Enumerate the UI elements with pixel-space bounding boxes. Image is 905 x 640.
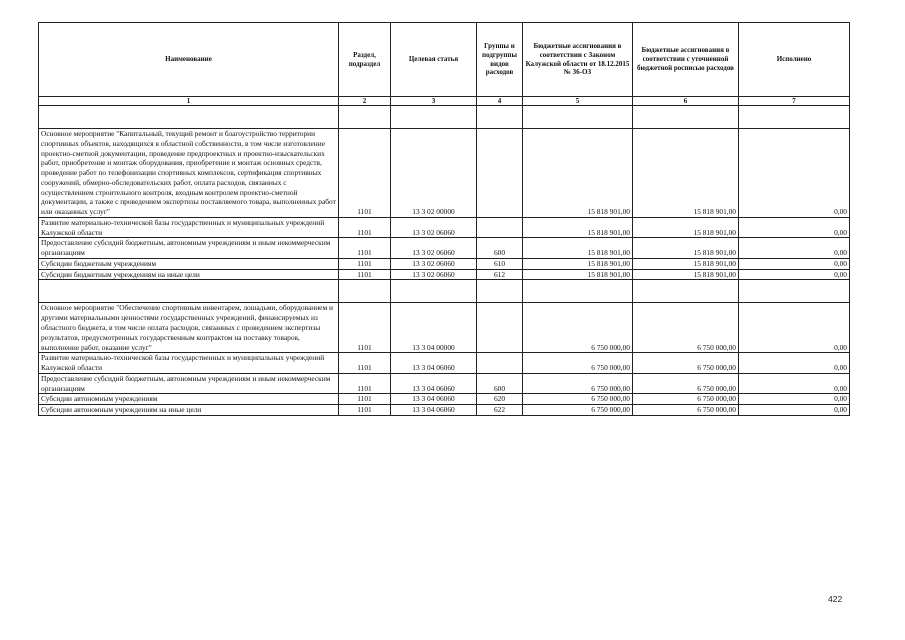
row-target: 13 3 04 06060	[391, 373, 477, 394]
page-number: 422	[828, 594, 843, 604]
row-group: 600	[477, 238, 523, 259]
row-name: Предоставление субсидий бюджетным, автономным учреждениям и иным некоммерческим организациям	[39, 238, 339, 259]
row-executed: 0,00	[739, 217, 850, 238]
row-section: 1101	[339, 394, 391, 405]
row-refined-amount: 6 750 000,00	[633, 353, 739, 374]
column-number: 6	[633, 97, 739, 106]
row-section: 1101	[339, 269, 391, 280]
row-group	[477, 303, 523, 353]
header-target: Целевая статья	[391, 23, 477, 97]
row-section: 1101	[339, 373, 391, 394]
row-law-amount: 6 750 000,00	[523, 405, 633, 416]
row-law-amount: 15 818 901,00	[523, 258, 633, 269]
row-executed: 0,00	[739, 405, 850, 416]
row-executed: 0,00	[739, 353, 850, 374]
column-number: 5	[523, 97, 633, 106]
row-refined-amount: 15 818 901,00	[633, 217, 739, 238]
row-group: 600	[477, 373, 523, 394]
table-row	[39, 129, 850, 218]
header-executed: Исполнено	[739, 23, 850, 97]
row-law-amount: 6 750 000,00	[523, 394, 633, 405]
spacer-row	[39, 280, 850, 303]
header-name: Наименование	[39, 23, 339, 97]
row-target: 13 3 04 06060	[391, 394, 477, 405]
column-number: 3	[391, 97, 477, 106]
row-section: 1101	[339, 238, 391, 259]
row-refined-amount: 15 818 901,00	[633, 258, 739, 269]
row-refined-amount: 6 750 000,00	[633, 373, 739, 394]
row-law-amount: 15 818 901,00	[523, 238, 633, 259]
row-executed: 0,00	[739, 269, 850, 280]
row-law-amount: 15 818 901,00	[523, 269, 633, 280]
row-group: 610	[477, 258, 523, 269]
row-target: 13 3 02 06060	[391, 238, 477, 259]
table-row	[39, 405, 850, 416]
row-refined-amount: 15 818 901,00	[633, 129, 739, 218]
row-executed: 0,00	[739, 238, 850, 259]
column-number-row	[39, 97, 850, 106]
row-name: Субсидии автономным учреждениям на иные цели	[39, 405, 339, 416]
row-name: Основное мероприятие "Обеспечение спортивным инвентарем, лошадьми, оборудованием и другими материальными ценностями государственных учреждений, финансируемых из областного бюджета, в том числе оплата расходов, связанных с проведением экспертизы результатов, предусмотренных государственным контрактом на поставку товаров, выполнение работ, оказание услуг"	[39, 303, 339, 353]
row-name: Развитие материально-технической базы государственных и муниципальных учреждений Калужской области	[39, 217, 339, 238]
column-number: 2	[339, 97, 391, 106]
spacer-row	[39, 106, 850, 129]
row-law-amount: 15 818 901,00	[523, 217, 633, 238]
column-number: 4	[477, 97, 523, 106]
table-row	[39, 353, 850, 374]
column-number: 7	[739, 97, 850, 106]
row-name: Предоставление субсидий бюджетным, автономным учреждениям и иным некоммерческим организациям	[39, 373, 339, 394]
row-name: Субсидии бюджетным учреждениям	[39, 258, 339, 269]
row-law-amount: 6 750 000,00	[523, 373, 633, 394]
row-refined-amount: 6 750 000,00	[633, 303, 739, 353]
row-target: 13 3 02 06060	[391, 217, 477, 238]
table-row	[39, 373, 850, 394]
header-group: Группы и подгруппы видов расходов	[477, 23, 523, 97]
row-name: Развитие материально-технической базы государственных и муниципальных учреждений Калужской области	[39, 353, 339, 374]
row-target: 13 3 02 00000	[391, 129, 477, 218]
row-section: 1101	[339, 129, 391, 218]
row-law-amount: 15 818 901,00	[523, 129, 633, 218]
row-section: 1101	[339, 258, 391, 269]
header-refined-amount: Бюджетные ассигнования в соответствии с уточненной бюджетной росписью расходов	[633, 23, 739, 97]
row-group: 612	[477, 269, 523, 280]
table-header-row	[39, 23, 850, 97]
table-row	[39, 394, 850, 405]
row-refined-amount: 15 818 901,00	[633, 238, 739, 259]
row-law-amount: 6 750 000,00	[523, 353, 633, 374]
row-section: 1101	[339, 217, 391, 238]
header-law-amount: Бюджетные ассигнования в соответствии с Законом Калужской области от 18.12.2015 № 36-ОЗ	[523, 23, 633, 97]
row-section: 1101	[339, 303, 391, 353]
row-executed: 0,00	[739, 394, 850, 405]
row-target: 13 3 02 06060	[391, 258, 477, 269]
header-section: Раздел, подраздел	[339, 23, 391, 97]
row-target: 13 3 04 06060	[391, 353, 477, 374]
row-target: 13 3 04 06060	[391, 405, 477, 416]
row-executed: 0,00	[739, 258, 850, 269]
row-name: Основное мероприятие "Капитальный, текущий ремонт и благоустройство территории спортивных объектов, находящихся в областной собственности, в том числе изготовление проектно-сметной документации, проведение предпроектных и проектно-изыскательских работ, приобретение и монтаж оборудования, приобретение и монтаж основных средств, проведение работ по телефонизации спортивных комплексов, сертификация спортивных сооружений, обмерно-обследовательских работ, оплата расходов, связанных с осуществлением строительного контроля, входным контролем проектно-сметной документации, а также с проведением экспертизы поставляемого товара, выполненных работ или оказанных услуг"	[39, 129, 339, 218]
table-row	[39, 258, 850, 269]
row-refined-amount: 6 750 000,00	[633, 394, 739, 405]
row-group: 622	[477, 405, 523, 416]
row-name: Субсидии бюджетным учреждениям на иные цели	[39, 269, 339, 280]
row-section: 1101	[339, 353, 391, 374]
row-group: 620	[477, 394, 523, 405]
row-group	[477, 353, 523, 374]
row-group	[477, 217, 523, 238]
row-refined-amount: 6 750 000,00	[633, 405, 739, 416]
table-row	[39, 303, 850, 353]
budget-table	[38, 22, 850, 416]
row-executed: 0,00	[739, 373, 850, 394]
row-name: Субсидии автономным учреждениям	[39, 394, 339, 405]
row-group	[477, 129, 523, 218]
row-executed: 0,00	[739, 129, 850, 218]
row-section: 1101	[339, 405, 391, 416]
row-target: 13 3 02 06060	[391, 269, 477, 280]
table-row	[39, 217, 850, 238]
table-row	[39, 238, 850, 259]
column-number: 1	[39, 97, 339, 106]
row-executed: 0,00	[739, 303, 850, 353]
row-target: 13 3 04 00000	[391, 303, 477, 353]
row-law-amount: 6 750 000,00	[523, 303, 633, 353]
table-row	[39, 269, 850, 280]
row-refined-amount: 15 818 901,00	[633, 269, 739, 280]
